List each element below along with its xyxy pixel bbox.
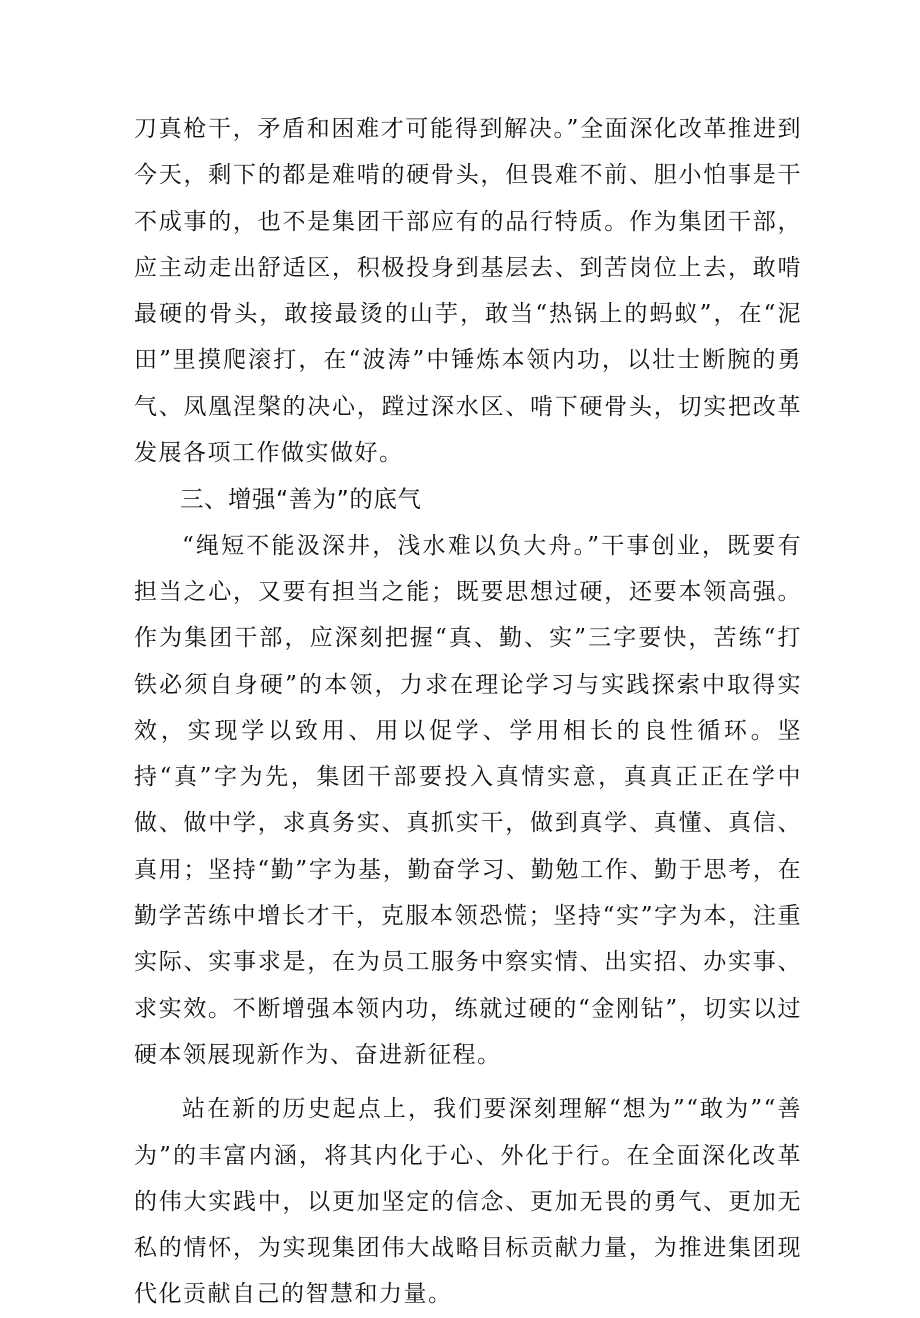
body-paragraph: 站在新的历史起点上，我们要深刻理解“想为”“敢为”“善为”的丰富内涵，将其内化于心、外化于行。在全面深化改革的伟大实践中，以更加坚定的信念、更加无畏的勇气、更加无私的情怀，为实现集团伟大战略目标贡献力量，为推进集团现代化贡献自己的智慧和力量。 [134, 1096, 802, 1308]
body-paragraph: “绳短不能汲深井，浅水难以负大舟。”干事创业，既要有担当之心，又要有担当之能；既要思想过硬，还要本领高强。作为集团干部，应深刻把握“真、勤、实”三字要快，苦练“打铁必须自身硬”的本领，力求在理论学习与实践探索中取得实效，实现学以致用、用以促学、学用相长的良性循环。坚持“真”字为先，集团干部要投入真情实意，真真正正在学中做、做中学，求真务实、真抓实干，做到真学、真懂、真信、真用；坚持“勤”字为基，勤奋学习、勤勉工作、勤于思考，在勤学苦练中增长才干，克服本领恐慌；坚持“实”字为本，注重实际、实事求是，在为员工服务中察实情、出实招、办实事、求实效。不断增强本领内功，练就过硬的“金刚钻”，切实以过硬本领展现新作为、奋进新征程。 [134, 532, 802, 1068]
section-heading: 三、增强“善为”的底气 [180, 485, 422, 514]
body-paragraph: 刀真枪干，矛盾和困难才可能得到解决。”全面深化改革推进到今天，剩下的都是难啃的硬骨头，但畏难不前、胆小怕事是干不成事的，也不是集团干部应有的品行特质。作为集团干部，应主动走出舒适区，积极投身到基层去、到苦岗位上去，敢啃最硬的骨头，敢接最烫的山芋，敢当“热锅上的蚂蚁”，在“泥田”里摸爬滚打，在“波涛”中锤炼本领内功，以壮士断腕的勇气、凤凰涅槃的决心，蹚过深水区、啃下硬骨头，切实把改革发展各项工作做实做好。 [134, 116, 802, 467]
